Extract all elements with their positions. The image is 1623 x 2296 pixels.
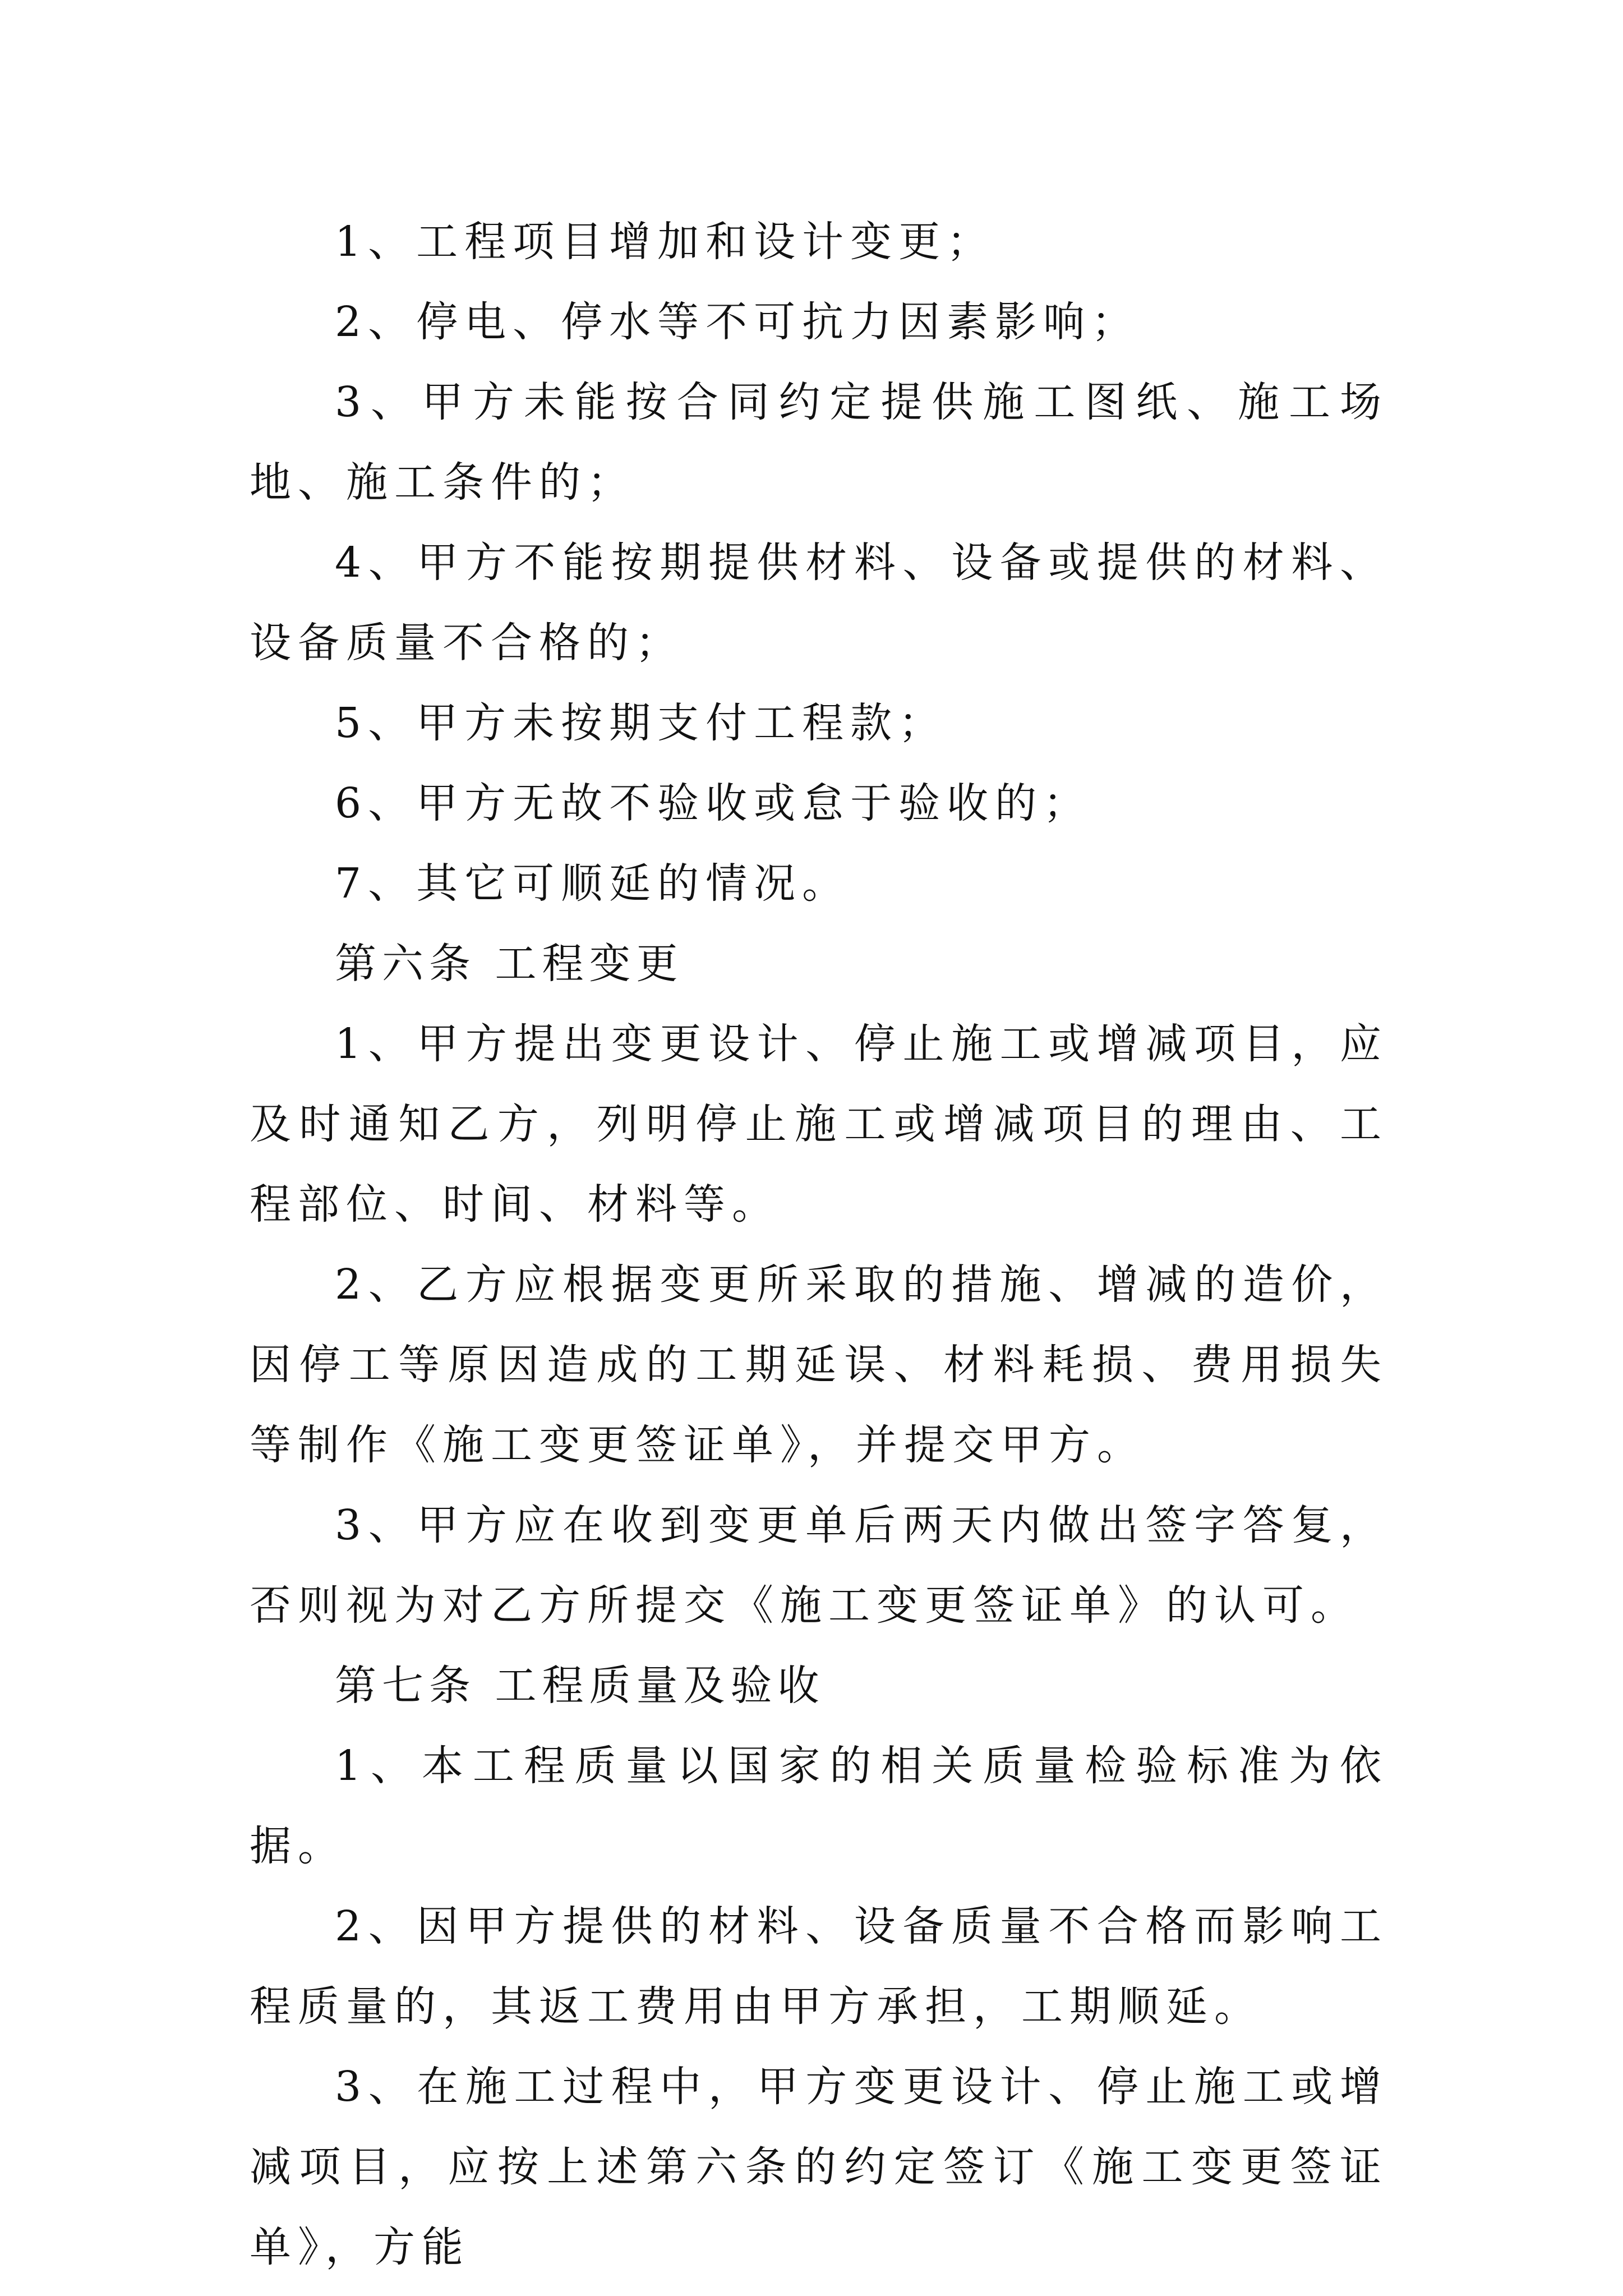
clause-item-1: 1、工程项目增加和设计变更； [335, 218, 995, 266]
clause-item-2: 2、停电、停水等不可抗力因素影响； [335, 298, 1140, 346]
article-6-heading: 第六条 工程变更 [335, 940, 684, 988]
article-6-item-3: 3、甲方应在收到变更单后两天内做出签字答复，否则视为对乙方所提交《施工变更签证单》的认可。 [250, 1501, 1388, 1630]
clause-item-7: 7、其它可顺延的情况。 [335, 859, 851, 908]
article-7-item-1: 1、本工程质量以国家的相关质量检验标准为依据。 [250, 1742, 1388, 1870]
article-7-heading: 第七条 工程质量及验收 [335, 1662, 825, 1710]
article-6-item-1: 1、甲方提出变更设计、停止施工或增减项目，应及时通知乙方，列明停止施工或增减项目的理由、工程部位、时间、材料等。 [250, 1020, 1388, 1228]
article-6-item-2: 2、乙方应根据变更所采取的措施、增减的造价，因停工等原因造成的工期延误、材料耗损、费用损失等制作《施工变更签证单》，并提交甲方。 [250, 1260, 1388, 1469]
article-7-item-3: 3、在施工过程中，甲方变更设计、停止施工或增减项目，应按上述第六条的约定签订《施工变更签证单》，方能 [250, 2063, 1388, 2271]
clause-item-5: 5、甲方未按期支付工程款； [335, 699, 947, 747]
article-7-item-2: 2、因甲方提供的材料、设备质量不合格而影响工程质量的，其返工费用由甲方承担，工期顺延。 [250, 1902, 1388, 2031]
document-body [250, 202, 1388, 2288]
clause-item-3: 3、甲方未能按合同约定提供施工图纸、施工场地、施工条件的； [250, 378, 1388, 507]
clause-item-4: 4、甲方不能按期提供材料、设备或提供的材料、设备质量不合格的； [250, 539, 1388, 667]
clause-item-6: 6、甲方无故不验收或怠于验收的； [335, 779, 1092, 827]
